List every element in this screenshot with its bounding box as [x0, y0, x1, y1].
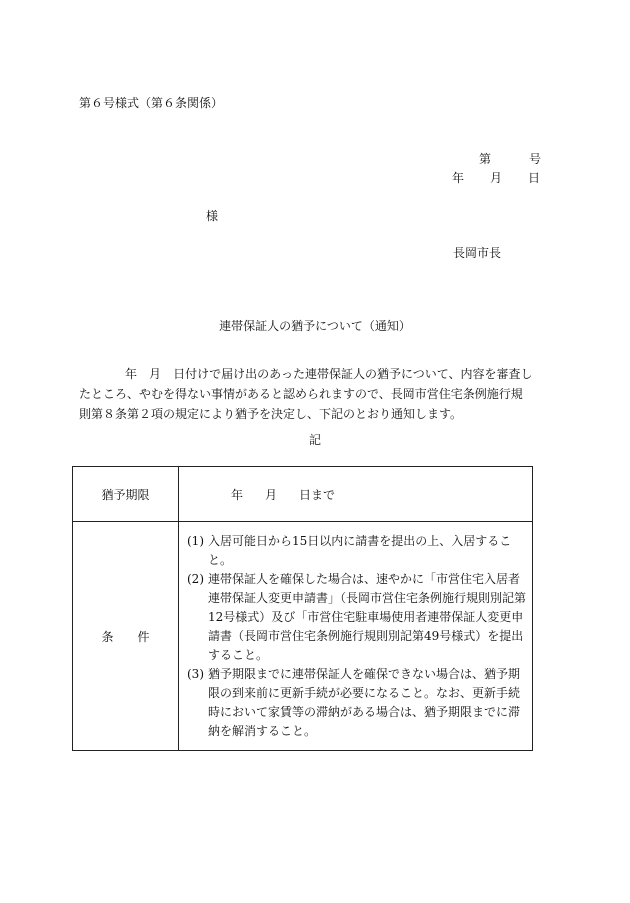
condition-number: (3) [187, 666, 204, 681]
period-label: 猶予期限 [73, 467, 179, 522]
list-item [187, 570, 526, 665]
date-month: 月 [490, 171, 503, 185]
conditions-list [179, 532, 532, 741]
form-label: 第６号様式（第６条関係） [79, 96, 224, 110]
document-number [479, 153, 541, 165]
period-until: 日まで [299, 487, 336, 502]
conditions-cell [179, 522, 533, 751]
conditions-label: 条 件 [73, 522, 179, 751]
table-row [73, 522, 533, 751]
body-date-month: 月 [149, 367, 162, 381]
date-year: 年 [452, 171, 465, 185]
period-month: 月 [265, 487, 278, 502]
condition-number: (1) [187, 533, 204, 548]
body-date-year: 年 [125, 367, 138, 381]
ki-heading: 記 [308, 433, 321, 447]
issuer: 長岡市長 [453, 246, 502, 260]
condition-text: 猶予期限までに連帯保証人を確保できない場合は、猶予期限の到来前に更新手続が必要になること。なお、更新手続時において家賃等の滞納がある場合は、猶予期限までに滞納を解消すること。 [208, 666, 521, 738]
document-date [452, 172, 540, 184]
list-item [187, 665, 526, 741]
number-suffix: 号 [529, 152, 542, 166]
condition-text: 連帯保証人を確保した場合は、速やかに「市営住宅入居者連帯保証人変更申請書」（長岡市営住宅条例施行規則別記第12号様式）及び「市営住宅駐車場使用者連帯保証人変更申請書（長岡市営住宅条例施行規則別記第49号様式）を提出すること。 [208, 571, 527, 662]
body-text: 日付けで届け出のあった連帯保証人の猶予について、内容を審査したところ、やむを得ない事情があると認められますので、長岡市営住宅条例施行規則第８条第２項の規定により猶予を決定し、下記のとおり通知します。 [79, 367, 533, 421]
document-title: 連帯保証人の猶予について（通知） [219, 319, 411, 333]
date-day: 日 [528, 171, 541, 185]
period-value [179, 467, 533, 522]
conditions-table [72, 466, 533, 751]
recipient-honorific: 様 [206, 209, 219, 223]
number-prefix: 第 [479, 152, 492, 166]
table-row [73, 467, 533, 522]
condition-number: (2) [187, 571, 204, 586]
period-year: 年 [231, 487, 244, 502]
list-item [187, 532, 526, 570]
body-paragraph [79, 364, 534, 424]
condition-text: 入居可能日から15日以内に請書を提出の上、入居すること。 [208, 533, 512, 567]
